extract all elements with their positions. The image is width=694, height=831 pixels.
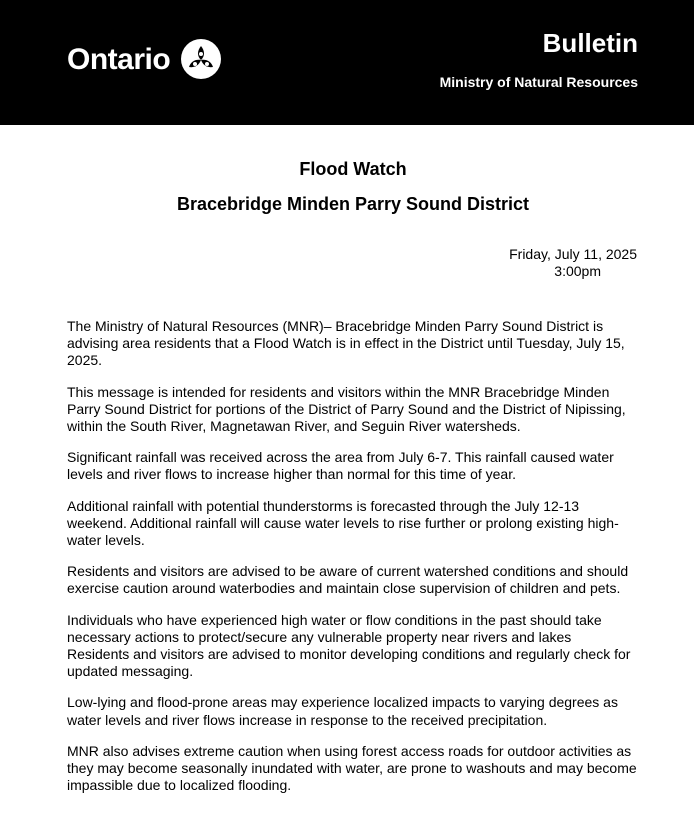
issue-time: 3:00pm	[554, 263, 601, 279]
doc-type-heading: Bulletin	[542, 28, 638, 58]
header-banner	[0, 0, 694, 125]
paragraph: This message is intended for residents and visitors within the MNR Bracebridge Minden Parry Sound District for portions of the District of Parry Sound and the District of Nipissing, within the South River, Magnetawan River, and Seguin River watersheds.	[67, 383, 626, 435]
paragraph: Residents and visitors are advised to be aware of current watershed conditions and should exercise caution around waterbodies and maintain close supervision of children and pets.	[67, 563, 629, 597]
paragraph: MNR also advises extreme caution when using forest access roads for outdoor activities as they may become seasonally inundated with water, are prone to washouts and may become impassible due to localized flooding.	[67, 742, 637, 794]
date-block	[509, 246, 637, 280]
page-title: Flood Watch	[299, 159, 407, 179]
issue-date: Friday, July 11, 2025	[509, 246, 637, 262]
page-subtitle: Bracebridge Minden Parry Sound District	[176, 194, 530, 214]
trillium-icon	[180, 38, 222, 80]
bulletin-body	[67, 318, 637, 808]
paragraph: The Ministry of Natural Resources (MNR)– Bracebridge Minden Parry Sound District is advising area residents that a Flood Watch is in effect in the District until Tuesday, July 15, 2025.	[67, 318, 625, 369]
paragraph: Additional rainfall with potential thunderstorms is forecasted through the July 12-13 weekend. Additional rainfall will cause water levels to rise further or prolong existing high-water levels.	[67, 497, 619, 549]
paragraph: Low-lying and flood-prone areas may experience localized impacts to varying degrees as water levels and river flows increase in response to the received precipitation.	[67, 694, 618, 728]
paragraph: Significant rainfall was received across the area from July 6-7. This rainfall caused water levels and river flows to increase higher than normal for this time of year.	[67, 449, 614, 483]
ministry-name: Ministry of Natural Resources	[439, 74, 638, 90]
paragraph: Individuals who have experienced high water or flow conditions in the past should take necessary actions to protect/secure any vulnerable property near rivers and lakes Residents and visitors are advised to monitor developing conditions and regularly check for updated messaging.	[67, 611, 631, 680]
ontario-logo-text: Ontario	[67, 43, 171, 76]
